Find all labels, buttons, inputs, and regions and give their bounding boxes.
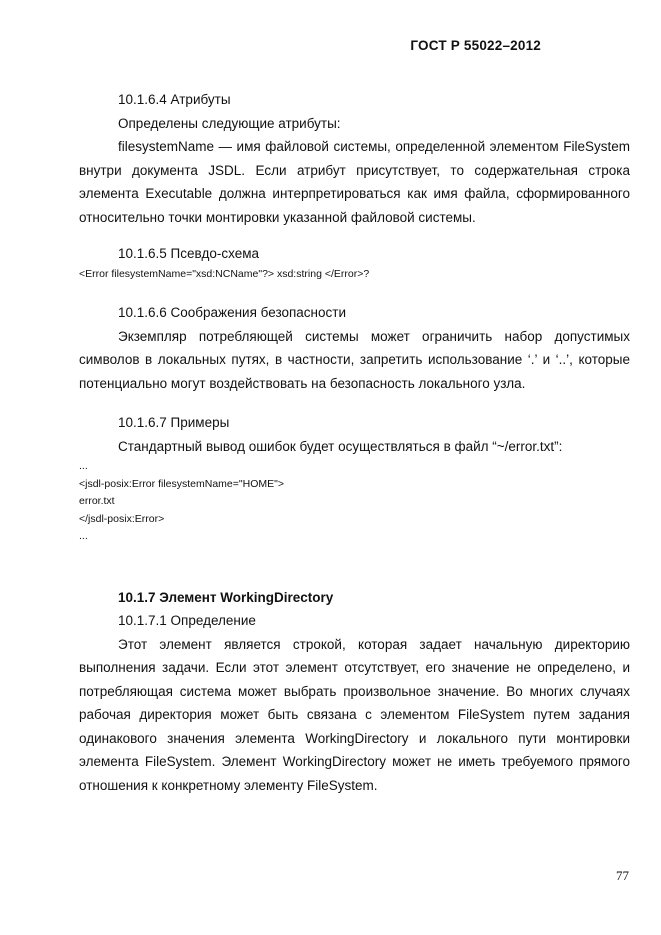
paragraph-line: внутри документа JSDL. Если атрибут присутствует, то содержательная строка (79, 162, 630, 178)
code-line: error.txt (79, 495, 115, 507)
paragraph-line: символов в локальных путях, в частности, запретить использование ‘.’ и ‘..’, которые (79, 352, 630, 367)
paragraph-line: одинакового значения элемента WorkingDirectory и локального пути монтировки (79, 730, 630, 746)
paragraph-intro: Стандартный вывод ошибок будет осуществляться в файл “~/error.txt”: (118, 438, 563, 454)
page-content (79, 88, 630, 797)
paragraph-line: filesystemName — имя файловой системы, определенной элементом FileSystem (118, 139, 630, 154)
code-line: <jsdl-posix:Error filesystemName="HOME"> (79, 477, 284, 490)
paragraph-line: элемента Executable должна интерпретироваться как имя файла, сформированного (79, 186, 630, 201)
subsection-heading: 10.1.7.1 Определение (118, 613, 256, 628)
page-number: 77 (616, 868, 629, 883)
paragraph-line: отношения к конкретному элементу FileSystem. (79, 777, 378, 793)
section-heading: 10.1.6.5 Псевдо-схема (118, 246, 260, 261)
paragraph-line: рабочая директория может быть связана с элементом FileSystem путем задания (79, 707, 630, 722)
paragraph-line: потенциально могут воздействовать на безопасность локального узла. (79, 375, 526, 391)
paragraph-line: потребляющая система может выбрать произвольное значение. Во многих случаях (79, 683, 630, 699)
code-line: <Error filesystemName="xsd:NCName"?> xsd:string </Error>? (79, 267, 370, 280)
code-line: ... (79, 530, 88, 542)
section-heading: 10.1.6.7 Примеры (118, 415, 230, 430)
standard-header: ГОСТ Р 55022–2012 (410, 38, 541, 53)
paragraph-line: Этот элемент является строкой, которая задает начальную директорию (118, 636, 630, 652)
code-line: ... (79, 460, 88, 472)
paragraph-line: выполнения задачи. Если этот элемент отсутствует, его значение не определено, и (79, 660, 630, 675)
paragraph-intro: Определены следующие атрибуты: (118, 115, 341, 131)
section-heading: 10.1.6.4 Атрибуты (118, 92, 231, 107)
section-heading-bold: 10.1.7 Элемент WorkingDirectory (118, 589, 334, 605)
section-heading: 10.1.6.6 Соображения безопасности (118, 305, 346, 320)
code-line: </jsdl-posix:Error> (79, 512, 165, 525)
paragraph-line: элемента FileSystem. Элемент WorkingDirectory может не иметь требуемого прямого (79, 754, 630, 769)
paragraph-line: Экземпляр потребляющей системы может ограничить набор допустимых (118, 328, 630, 344)
paragraph-line: относительно точки монтировки указанной файловой системы. (79, 209, 476, 225)
